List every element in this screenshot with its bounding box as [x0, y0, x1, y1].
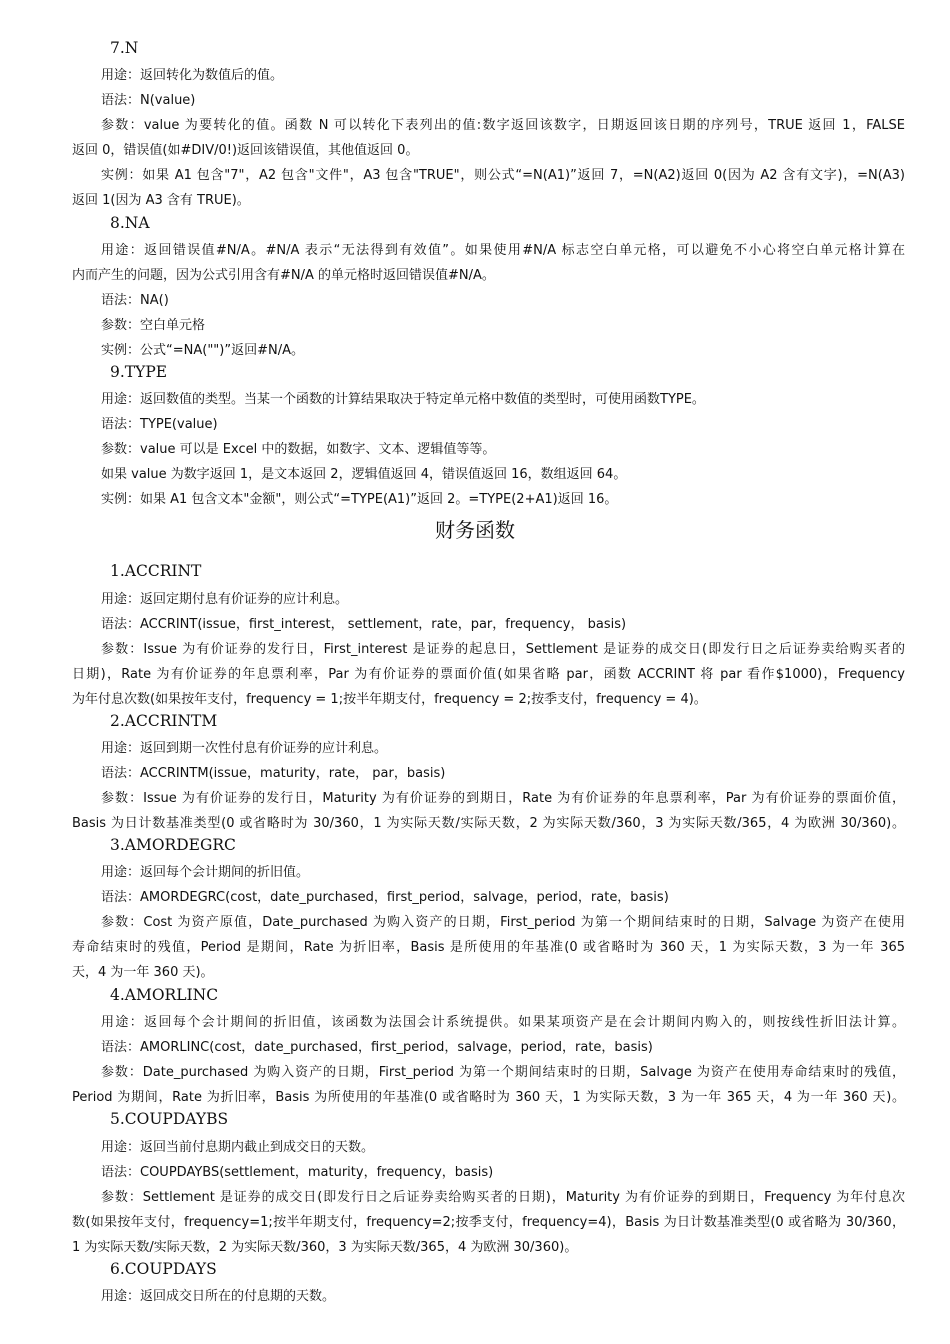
heading-coupdaybs: 5.COUPDAYBS: [110, 1110, 229, 1128]
accrint-params-line1: 参数：Issue 为有价证券的发行日，First_interest 是证券的起息日，Settlement 是证券的成交日(即发行日之后证券卖给购买者的: [101, 642, 905, 657]
n-syntax: 语法：N(value): [101, 93, 196, 108]
amordegrc-params-line3: 天，4 为一年 360 天)。: [72, 965, 214, 980]
coupdaybs-params-line1: 参数：Settlement 是证券的成交日(即发行日之后证券卖给购买者的日期)，Maturity 为有价证券的到期日，Frequency 为年付息次: [101, 1190, 905, 1205]
section-title: 财务函数: [435, 518, 515, 542]
coupdaybs-syntax: 语法：COUPDAYBS(settlement，maturity，frequency，basis): [101, 1165, 494, 1180]
amorlinc-usage: 用途：返回每个会计期间的折旧值，该函数为法国会计系统提供。如果某项资产是在会计期间内购入的，则按线性折旧法计算。: [101, 1015, 905, 1030]
heading-n: 7.N: [110, 39, 139, 57]
type-usage: 用途：返回数值的类型。当某一个函数的计算结果取决于特定单元格中数值的类型时，可使用函数TYPE。: [101, 392, 705, 407]
type-note: 如果 value 为数字返回 1，是文本返回 2，逻辑值返回 4，错误值返回 16，数组返回 64。: [101, 467, 627, 482]
amorlinc-syntax: 语法：AMORLINC(cost，date_purchased，first_period，salvage，period，rate，basis): [101, 1040, 653, 1055]
heading-na: 8.NA: [110, 214, 150, 232]
heading-amordegrc: 3.AMORDEGRC: [110, 836, 236, 854]
na-syntax: 语法：NA(): [101, 293, 169, 308]
n-example-line2: 返回 1(因为 A3 含有 TRUE)。: [72, 193, 250, 208]
accrintm-usage: 用途：返回到期一次性付息有价证券的应计利息。: [101, 741, 388, 756]
amordegrc-params-line2: 寿命结束时的残值，Period 是期间，Rate 为折旧率，Basis 是所使用的年基准(0 或省略时为 360 天，1 为实际天数，3 为一年 365: [72, 940, 905, 955]
n-params-line2: 返回 0，错误值(如#DIV/0!)返回该错误值，其他值返回 0。: [72, 143, 419, 158]
type-params: 参数：value 可以是 Excel 中的数据，如数字、文本、逻辑值等等。: [101, 442, 496, 457]
na-usage-line1: 用途：返回错误值#N/A。#N/A 表示“无法得到有效值”。如果使用#N/A 标志空白单元格，可以避免不小心将空白单元格计算在: [101, 243, 905, 258]
amordegrc-syntax: 语法：AMORDEGRC(cost，date_purchased，first_period，salvage，period，rate，basis): [101, 890, 669, 905]
heading-type: 9.TYPE: [110, 363, 168, 381]
coupdays-usage: 用途：返回成交日所在的付息期的天数。: [101, 1289, 336, 1304]
accrint-params-line3: 为年付息次数(如果按年支付，frequency = 1;按半年期支付，frequency = 2;按季支付，frequency = 4)。: [72, 692, 707, 707]
coupdaybs-usage: 用途：返回当前付息期内截止到成交日的天数。: [101, 1140, 375, 1155]
n-usage: 用途：返回转化为数值后的值。: [101, 68, 284, 83]
accrintm-params-line1: 参数：Issue 为有价证券的发行日，Maturity 为有价证券的到期日，Rate 为有价证券的年息票利率，Par 为有价证券的票面价值，: [101, 791, 905, 806]
coupdaybs-params-line3: 1 为实际天数/实际天数，2 为实际天数/360，3 为实际天数/365，4 为欧洲 30/360)。: [72, 1240, 578, 1255]
amordegrc-params-line1: 参数：Cost 为资产原值，Date_purchased 为购入资产的日期，First_period 为第一个期间结束时的日期，Salvage 为资产在使用: [101, 915, 905, 930]
heading-coupdays: 6.COUPDAYS: [110, 1260, 217, 1278]
type-syntax: 语法：TYPE(value): [101, 417, 218, 432]
n-example-line1: 实例：如果 A1 包含"7"，A2 包含"文件"，A3 包含"TRUE"，则公式“=N(A1)”返回 7，=N(A2)返回 0(因为 A2 含有文字)，=N(A3): [101, 168, 905, 183]
heading-accrintm: 2.ACCRINTM: [110, 712, 218, 730]
accrint-params-line2: 日期)，Rate 为有价证券的年息票利率，Par 为有价证券的票面价值(如果省略 par，函数 ACCRINT 将 par 看作$1000)，Frequency: [72, 667, 905, 682]
amorlinc-params-line1: 参数：Date_purchased 为购入资产的日期，First_period 为第一个期间结束时的日期，Salvage 为资产在使用寿命结束时的残值，: [101, 1065, 905, 1080]
accrintm-syntax: 语法：ACCRINTM(issue，maturity，rate， par，basis): [101, 766, 446, 781]
accrint-syntax: 语法：ACCRINT(issue，first_interest， settlement，rate，par，frequency， basis): [101, 617, 627, 632]
na-usage-line2: 内而产生的问题，因为公式引用含有#N/A 的单元格时返回错误值#N/A。: [72, 268, 495, 283]
na-example: 实例：公式“=NA("")”返回#N/A。: [101, 343, 304, 358]
amordegrc-usage: 用途：返回每个会计期间的折旧值。: [101, 865, 310, 880]
amorlinc-params-line2: Period 为期间，Rate 为折旧率，Basis 为所使用的年基准(0 或省略时为 360 天，1 为实际天数，3 为一年 365 天，4 为一年 360 天)。: [72, 1090, 905, 1105]
heading-amorlinc: 4.AMORLINC: [110, 986, 219, 1004]
accrint-usage: 用途：返回定期付息有价证券的应计利息。: [101, 592, 349, 607]
heading-accrint: 1.ACCRINT: [110, 562, 202, 580]
na-params: 参数：空白单元格: [101, 318, 206, 333]
coupdaybs-params-line2: 数(如果按年支付，frequency=1;按半年期支付，frequency=2;按季支付，frequency=4)，Basis 为日计数基准类型(0 或省略为 30/360，: [72, 1215, 905, 1230]
type-example: 实例：如果 A1 包含文本"金额"，则公式“=TYPE(A1)”返回 2。=TYPE(2+A1)返回 16。: [101, 492, 618, 507]
n-params-line1: 参数：value 为要转化的值。函数 N 可以转化下表列出的值:数字返回该数字，日期返回该日期的序列号，TRUE 返回 1，FALSE: [101, 118, 905, 133]
accrintm-params-line2: Basis 为日计数基准类型(0 或省略时为 30/360，1 为实际天数/实际天数，2 为实际天数/360，3 为实际天数/365，4 为欧洲 30/360)。: [72, 816, 905, 831]
